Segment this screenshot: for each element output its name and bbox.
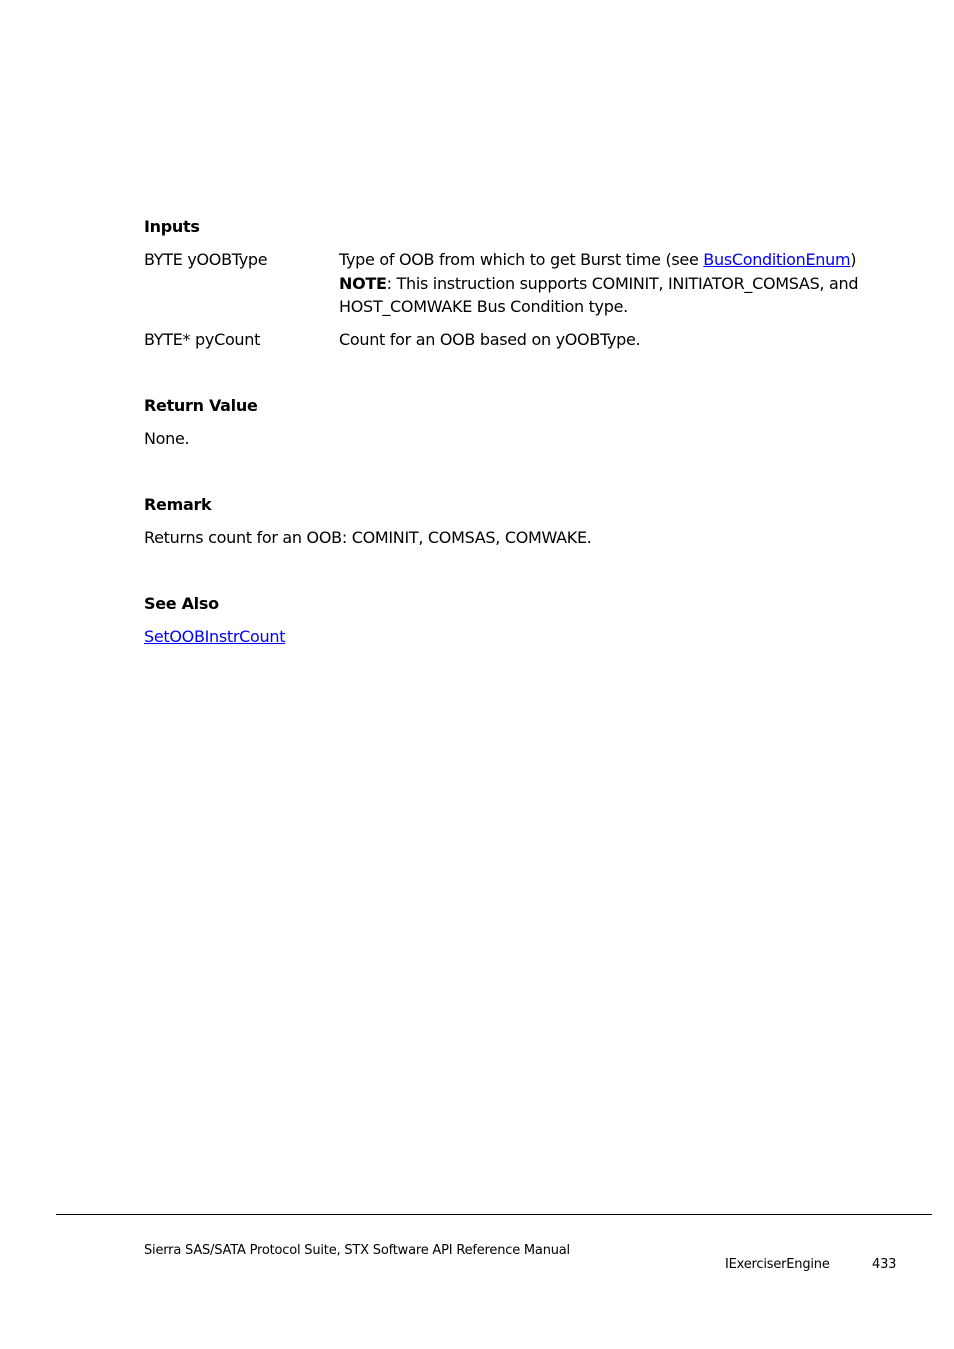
footer-section: IExerciserEngine [725,1257,830,1272]
footer-page-number: 433 [872,1257,897,1272]
footer-divider [56,1214,932,1215]
param-desc-pycount: Count for an OOB based on yOOBType. [339,330,641,349]
see-also-heading: See Also [144,594,219,613]
footer-manual-title: Sierra SAS/SATA Protocol Suite, STX Software API Reference Manual [144,1243,570,1258]
param-note-line2: HOST_COMWAKE Bus Condition type. [339,297,628,316]
param-note-line: NOTE: This instruction supports COMINIT, INITIATOR_COMSAS, and [339,273,859,293]
param-desc-line1: Type of OOB from which to get Burst time (see BusConditionEnum) [339,250,857,269]
remark-text: Returns count for an OOB: COMINIT, COMSAS, COMWAKE. [144,528,592,547]
remark-heading: Remark [144,495,212,514]
see-also-entry [144,625,285,649]
busconditionenum-link[interactable]: BusConditionEnum [703,250,851,269]
setoobinstrcount-link[interactable]: SetOOBInstrCount [144,627,286,646]
param-name-yoobtype: BYTE yOOBType [144,250,268,269]
param-name-pycount: BYTE* pyCount [144,330,261,349]
note-label: NOTE [339,273,387,293]
return-value-text: None. [144,429,190,448]
inputs-heading: Inputs [144,217,200,236]
return-value-heading: Return Value [144,396,258,415]
param-desc-yoobtype [339,248,899,319]
